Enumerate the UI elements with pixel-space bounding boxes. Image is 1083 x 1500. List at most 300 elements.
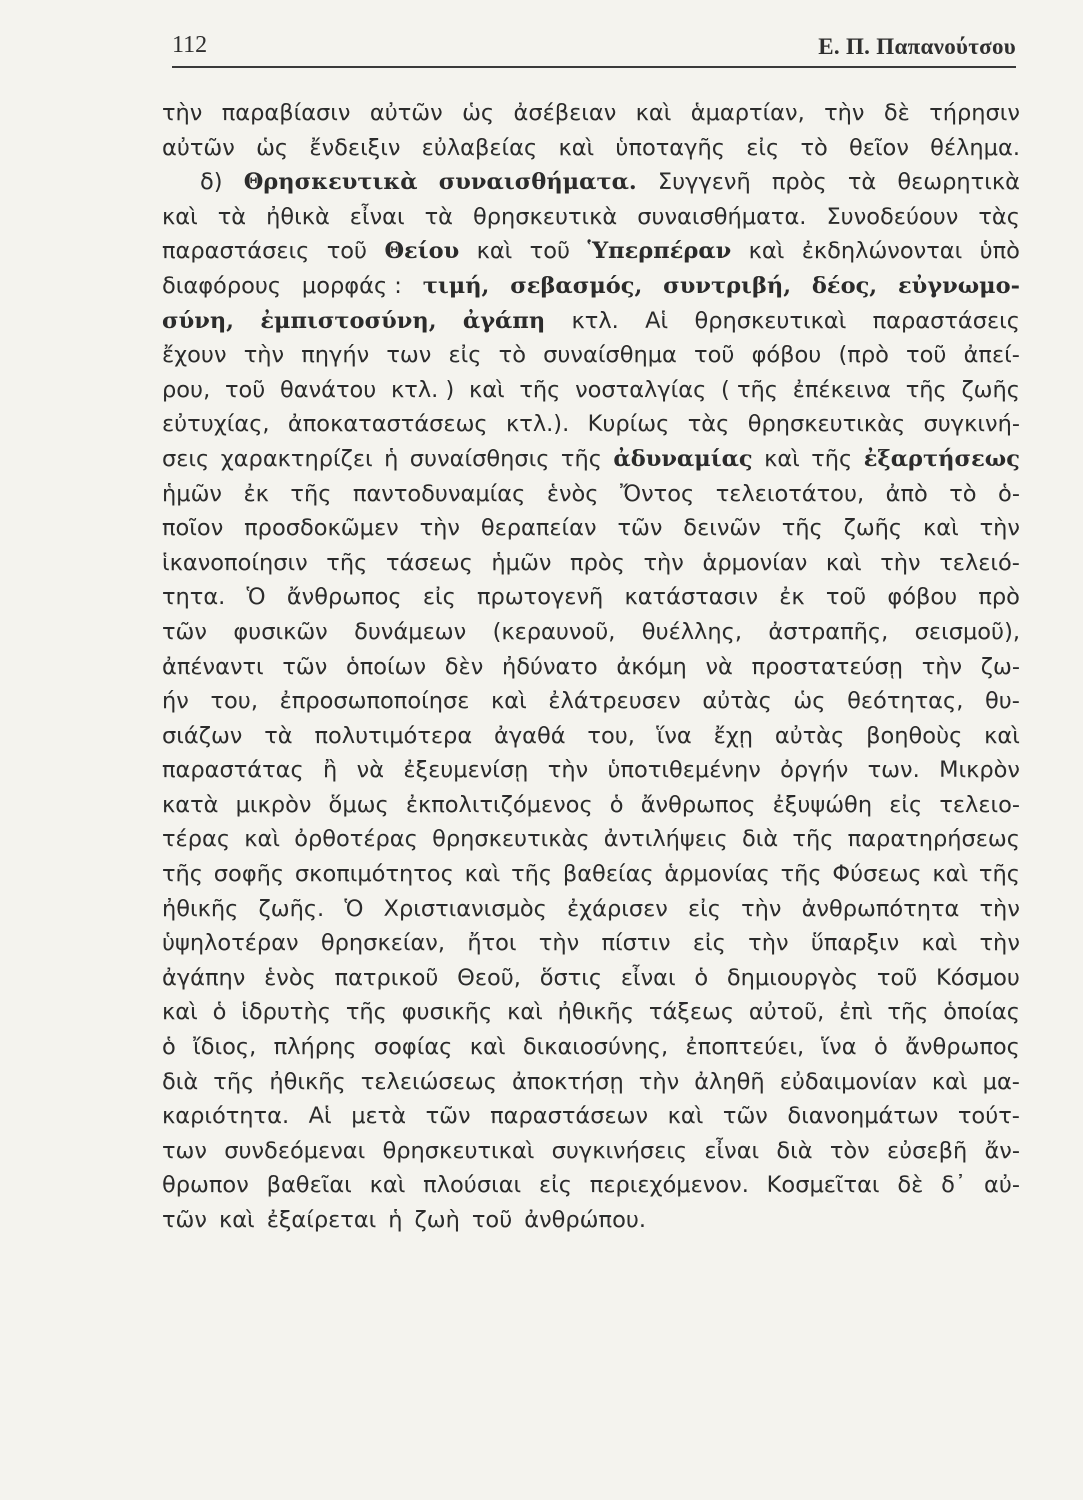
text-line — [162, 961, 1020, 996]
text-line — [162, 1203, 1020, 1238]
word: ὀργήν — [780, 757, 849, 784]
word: καὶ — [218, 1207, 255, 1233]
word: ὁποίας — [943, 999, 1020, 1026]
word: τοῦ — [529, 238, 571, 265]
word: φυσικῆς — [401, 999, 493, 1026]
word: σιάζων — [162, 722, 243, 749]
word: ήν — [162, 688, 189, 715]
word: Συγγενῆ — [657, 169, 751, 196]
word: τοῦ — [326, 238, 368, 265]
word: θυέλλης, — [641, 618, 742, 645]
word: ἐξευμενίσῃ — [403, 757, 529, 784]
word: ὅστις — [539, 964, 603, 991]
word: παρατηρήσεως — [847, 826, 1020, 853]
bold-word: σύνη, — [162, 307, 235, 334]
word: ἑνὸς — [264, 964, 316, 991]
word: Φύσεως — [832, 861, 922, 888]
word: τὸ — [498, 342, 526, 369]
word: τῆς — [326, 549, 368, 576]
word: εἶναι — [620, 964, 676, 991]
word: καὶ — [369, 1172, 406, 1199]
word: θεωρητικὰ — [897, 169, 1020, 196]
word: φόβου — [751, 342, 822, 369]
word: συναίσθησις — [409, 445, 550, 472]
bold-word: ἐξαρτήσεως — [863, 445, 1020, 472]
word: ἀνθρωπότητα — [801, 895, 960, 922]
word: καὶ — [667, 1103, 704, 1130]
word: ἄν- — [984, 1137, 1020, 1164]
text-line — [162, 338, 1020, 373]
text-line — [162, 546, 1020, 581]
word: τῆς — [781, 515, 823, 542]
word: Κόσμου — [936, 964, 1020, 991]
word: διὰ — [776, 1137, 813, 1164]
word: θρωπον — [162, 1172, 249, 1199]
word: ἡ — [388, 1207, 403, 1233]
word: ὑποταγῆς — [615, 134, 725, 161]
word: ἐπέκεινα — [792, 376, 892, 403]
word: διανοημάτων — [787, 1103, 939, 1130]
word: κατὰ — [162, 791, 219, 818]
word: ἀπέναντι — [162, 653, 264, 680]
word: Κυρίως — [587, 411, 670, 438]
word: εἰς — [746, 134, 780, 161]
word: ἀπὸ — [885, 480, 928, 507]
word: ἢ — [323, 757, 338, 784]
word: πρὸ — [978, 584, 1020, 611]
word: ὁ — [873, 1034, 888, 1061]
word: αὐτῶν — [162, 134, 235, 161]
word: καὶ — [468, 376, 505, 403]
word: ὕπαρξιν — [810, 930, 900, 957]
word: εὐτυχίας, — [162, 411, 270, 438]
word: τῆς — [905, 376, 947, 403]
word: καὶ — [162, 203, 198, 230]
word: μικρὸν — [235, 791, 312, 818]
text-line — [162, 442, 1020, 477]
word: καὶ — [825, 549, 862, 576]
word: πρὸς — [570, 549, 625, 576]
word: ὡς — [793, 688, 826, 715]
word: βοηθοὺς — [866, 722, 963, 749]
word: ὁποίων — [345, 653, 427, 680]
bold-word: ἀδυναμίας — [613, 445, 753, 472]
word: ἁμαρτίαν, — [690, 100, 805, 126]
word: Χριστιανισμὸς — [383, 895, 547, 922]
word: θρησκευτικὰς — [432, 826, 590, 853]
word: ἐχάρισεν — [566, 895, 668, 922]
word: ἐκδηλώνονται — [801, 238, 963, 265]
word: ἁρμονίας — [664, 861, 770, 888]
word: ὅμως — [328, 791, 389, 818]
word: ἐξαίρεται — [266, 1207, 377, 1233]
word: εἰς — [448, 342, 482, 369]
word: τῶν — [617, 515, 663, 542]
text-line — [162, 892, 1020, 927]
bold-word: σεβασμός, — [510, 272, 643, 299]
word: τῆς — [560, 445, 602, 472]
word: ἀποκτήσῃ — [511, 1068, 624, 1095]
text-line — [162, 615, 1020, 650]
text-line — [162, 1030, 1020, 1065]
word: δυνάμεων — [354, 618, 467, 645]
word: τὰς — [978, 203, 1020, 230]
word: ἡμῶν — [491, 549, 552, 576]
word: τοῦ — [471, 1207, 513, 1233]
word: Ὄντος — [620, 480, 695, 507]
word: ὑποτιθεμένην — [607, 757, 761, 784]
word: του, — [210, 688, 258, 715]
bold-word: συντριβή, — [663, 272, 792, 299]
word: τῆς — [345, 999, 387, 1026]
word: Θεοῦ, — [457, 964, 521, 991]
word: Συνοδεύουν — [826, 203, 959, 230]
word: τὴν — [880, 549, 921, 576]
word: τῶν — [722, 1103, 768, 1130]
word: συναισθήματα. — [637, 203, 807, 230]
word: καὶ — [469, 1034, 506, 1061]
word: τὴν — [748, 930, 789, 957]
word: τῆς — [519, 376, 561, 403]
word: καὶ — [507, 999, 543, 1026]
word: ζωῆς. — [258, 895, 325, 922]
word: τῆς — [887, 999, 929, 1026]
word: φόβου — [887, 584, 958, 611]
word: τῆς — [978, 861, 1020, 888]
word: ζωῆς — [843, 515, 903, 542]
bold-word: ἀγάπη — [462, 307, 546, 334]
word: ἐξυψώθη — [772, 791, 873, 818]
word: ἔνδειξιν — [309, 134, 401, 161]
word: τῆς — [511, 861, 553, 888]
word: ζωῆς — [961, 376, 1020, 403]
word: τῆς — [792, 826, 834, 853]
word: τὸν — [829, 1137, 870, 1164]
word: τῶν — [425, 1103, 471, 1130]
text-line — [162, 580, 1020, 615]
text-line — [162, 684, 1020, 719]
word: ἐποπτεύει, — [685, 1034, 805, 1061]
word: ὑψηλοτέραν — [162, 930, 299, 957]
word: σεις — [162, 445, 210, 472]
word: νὰ — [356, 757, 385, 784]
text-line — [162, 165, 1020, 200]
word: τὴν — [979, 930, 1020, 957]
text-line — [162, 822, 1020, 857]
word: τὴν — [547, 757, 589, 784]
word: θρησκευτικὰς — [747, 411, 906, 438]
word: αὐτὰς — [774, 722, 845, 749]
word: μετὰ — [351, 1103, 407, 1130]
word: περιεχόμενον. — [589, 1172, 749, 1199]
text-line — [162, 131, 1020, 166]
word: καὶ — [748, 238, 785, 265]
word: τῆς — [213, 1068, 255, 1095]
word: καὶ — [162, 999, 198, 1026]
word: εἶναι — [349, 203, 405, 230]
word: σοφῆς — [213, 861, 285, 888]
word: εἰς — [422, 584, 456, 611]
word: ζω- — [980, 653, 1020, 680]
word: τέρας — [162, 826, 231, 853]
word: ἡ — [384, 445, 399, 472]
body-text — [162, 96, 1020, 1238]
header-rule — [172, 66, 1016, 68]
word: συνδεόμεναι — [224, 1137, 366, 1164]
word: τούτ- — [957, 1103, 1020, 1130]
word: ὁ — [694, 964, 709, 991]
text-line — [162, 407, 1020, 442]
word: διαφόρους — [162, 272, 282, 299]
word: των — [386, 342, 432, 369]
word: ὁ — [609, 791, 624, 818]
word: τελειώσεως — [360, 1068, 497, 1095]
word: δημιουργὸς — [726, 964, 859, 991]
word: Κοσμεῖται — [766, 1172, 880, 1199]
text-line — [162, 200, 1020, 235]
bold-word: δέος, — [811, 272, 878, 299]
word: μορφάς : — [301, 272, 402, 299]
bold-word: Ὑπερπέραν — [587, 238, 732, 265]
word: θρησκευτικαὶ — [382, 1137, 535, 1164]
word: τὴν — [638, 1068, 680, 1095]
word: τοῦ — [906, 342, 947, 369]
word: πηγήν — [301, 342, 370, 369]
bold-word: τιμή, — [422, 272, 490, 299]
word: Αἱ — [645, 307, 669, 334]
word: διὰ — [741, 826, 779, 853]
word: καὶ — [558, 134, 595, 161]
word: τῆς — [162, 861, 204, 888]
word: σοφίας — [373, 1034, 453, 1061]
word: ὀρθοτέρας — [294, 826, 418, 853]
word: παραβίασιν — [221, 100, 351, 126]
word: ἀληθῆ — [694, 1068, 765, 1095]
word: τῶν — [162, 1207, 207, 1233]
word: τὴν — [419, 515, 460, 542]
word: ἠθικὰ — [266, 203, 330, 230]
word: νὰ — [705, 653, 733, 680]
word: ἵνα — [821, 1034, 857, 1061]
text-line — [162, 1065, 1020, 1100]
word: αὐτοῦ, — [748, 999, 825, 1026]
page-number: 112 — [172, 32, 208, 58]
word: ἄνθρωπος — [905, 1034, 1020, 1061]
word: καὶ — [923, 515, 959, 542]
word: τοῦ — [825, 584, 867, 611]
word: ἀσέβειαν — [513, 100, 617, 126]
text-line — [162, 304, 1020, 339]
word: τὴν — [824, 100, 865, 126]
text-line — [162, 234, 1020, 269]
word: πίστιν — [601, 930, 671, 957]
word: θρησκευτικὰ — [472, 203, 618, 230]
text-line — [162, 477, 1020, 512]
word: ἐλάτρευσεν — [548, 688, 681, 715]
word: τὴν — [921, 653, 963, 680]
word: τὰς — [687, 411, 730, 438]
word: ὡς — [462, 100, 495, 126]
word: θεότητας, — [847, 688, 964, 715]
word: εὐλαβείας — [421, 134, 538, 161]
word: τητα. — [162, 584, 226, 611]
word: τοῦ — [876, 964, 918, 991]
word: νοσταλγίας — [575, 376, 707, 403]
word: τὰ — [424, 203, 453, 230]
word: ἐκ — [779, 584, 805, 611]
word: Μικρὸν — [939, 757, 1020, 784]
word: δὲ — [897, 1172, 924, 1199]
word: κτλ. — [571, 307, 619, 334]
word: εἰς — [538, 1172, 572, 1199]
word: διὰ — [162, 1068, 199, 1095]
word: ἠθικῆς — [162, 895, 239, 922]
word: αὐτὰς — [702, 688, 772, 715]
word: τελειο- — [939, 791, 1020, 818]
text-line — [162, 1168, 1020, 1203]
word: ἀπεί- — [963, 342, 1020, 369]
word: των — [162, 1137, 207, 1164]
text-line — [162, 1134, 1020, 1169]
word: χαρακτηρίζει — [220, 445, 373, 472]
word: ποῖον — [162, 515, 224, 542]
word: ἐπὶ — [839, 999, 873, 1026]
text-line — [162, 995, 1020, 1030]
word: αὐ- — [984, 1172, 1020, 1199]
word: παραστάτας — [162, 757, 304, 784]
word: τῶν — [162, 618, 207, 645]
word: ἐκ — [243, 480, 269, 507]
word: τὴν — [979, 895, 1020, 922]
word: εὐδαιμονίαν — [779, 1068, 917, 1095]
word: Ὁ — [246, 584, 266, 611]
word: τὴν — [162, 100, 203, 126]
word: ἠθικῆς — [269, 1068, 346, 1095]
word: θρησκευτικαὶ — [694, 307, 847, 334]
word: ἀκόμη — [616, 653, 687, 680]
word: ἐκπολιτιζόμενος — [405, 791, 593, 818]
word: των. — [867, 757, 920, 784]
bold-word: Θρησκευτικὰ — [243, 169, 418, 196]
word: βαθείας — [562, 861, 654, 888]
word: ρου, — [162, 376, 211, 403]
word: τὴν — [243, 342, 285, 369]
word: τοῦ — [224, 376, 266, 403]
word: εὐσεβῆ — [886, 1137, 968, 1164]
word: ἁρμονίαν — [702, 549, 808, 576]
bold-word: Θείου — [384, 238, 460, 265]
word: του, — [587, 722, 635, 749]
word: ἴδιος, — [193, 1034, 257, 1061]
word: ὁ — [212, 999, 227, 1026]
word: ἡμῶν — [162, 480, 222, 507]
word: παντοδυναμίας — [352, 480, 526, 507]
word: κτλ.). — [506, 411, 570, 438]
bold-word: ἐμπιστοσύνη, — [260, 307, 437, 334]
word: πατρικοῦ — [334, 964, 439, 991]
word: τῶν — [282, 653, 328, 680]
word: παραστάσεων — [490, 1103, 649, 1130]
text-line — [162, 719, 1020, 754]
word: ἠθικῆς — [557, 999, 635, 1026]
text-line — [162, 269, 1020, 304]
word: συγκινήσεις — [551, 1137, 688, 1164]
word: πρὸς — [771, 169, 827, 196]
word: (κεραυνοῦ, — [492, 618, 616, 645]
word: τὸ — [949, 480, 977, 507]
word: σκοπιμότητος — [294, 861, 454, 888]
word: εἰς — [889, 791, 923, 818]
word: κτλ. ) — [391, 376, 455, 403]
word: ἵνα — [656, 722, 692, 749]
word: τελειοτάτου, — [715, 480, 865, 507]
text-line — [162, 650, 1020, 685]
word: τῆς — [290, 480, 332, 507]
word: καὶ — [244, 826, 280, 853]
word: θεραπείαν — [480, 515, 597, 542]
word: Αἱ — [308, 1103, 332, 1130]
word: τὴν — [643, 549, 684, 576]
word: δεινῶν — [683, 515, 761, 542]
word: τὸ — [800, 134, 828, 161]
word: δικαιοσύνης, — [522, 1034, 669, 1061]
word: τῆς — [811, 445, 853, 472]
word: καὶ — [921, 930, 958, 957]
word: ἀγαθά — [494, 722, 566, 749]
word: βαθεῖαι — [266, 1172, 352, 1199]
word: θρησκείαν, — [320, 930, 446, 957]
word: θέλημα. — [930, 134, 1020, 161]
word: Ὁ — [344, 895, 364, 922]
word: τὰ — [217, 203, 247, 230]
bold-word: εὐγνωμο- — [897, 272, 1020, 299]
word: τῆς — [780, 861, 822, 888]
text-line — [162, 788, 1020, 823]
word: τὰ — [847, 169, 877, 196]
word: ( τῆς — [721, 376, 778, 403]
word: ἔχουν — [162, 342, 227, 369]
text-line — [162, 753, 1020, 788]
word: ἀποκαταστάσεως — [287, 411, 488, 438]
word: τὴν — [741, 895, 782, 922]
word: τοῦ — [694, 342, 735, 369]
word: πρωτογενῆ — [476, 584, 604, 611]
text-line — [162, 926, 1020, 961]
word: ἀγάπην — [162, 964, 246, 991]
word: ζωὴ — [414, 1207, 460, 1233]
word: φυσικῶν — [233, 618, 328, 645]
text-line — [162, 857, 1020, 892]
word: εἰς — [687, 895, 721, 922]
word: ὡς — [256, 134, 289, 161]
word: καὶ — [984, 722, 1020, 749]
word: δὲ — [883, 100, 910, 126]
word: καὶ — [491, 688, 527, 715]
word: παραστάσεις — [872, 307, 1020, 334]
word: ἱκανοποίησιν — [162, 549, 308, 576]
word: καὶ — [464, 861, 501, 888]
word: δὲν — [444, 653, 484, 680]
bold-word: συναισθήματα. — [438, 169, 637, 196]
word: παραστάσεις — [162, 238, 310, 265]
word: ἐπροσωποποίησε — [279, 688, 470, 715]
word: καὶ — [931, 1068, 968, 1095]
word: τάξεως — [648, 999, 735, 1026]
text-line — [162, 511, 1020, 546]
word: (πρὸ — [838, 342, 889, 369]
word: δ᾽ — [941, 1172, 967, 1199]
word: καὶ — [764, 445, 800, 472]
